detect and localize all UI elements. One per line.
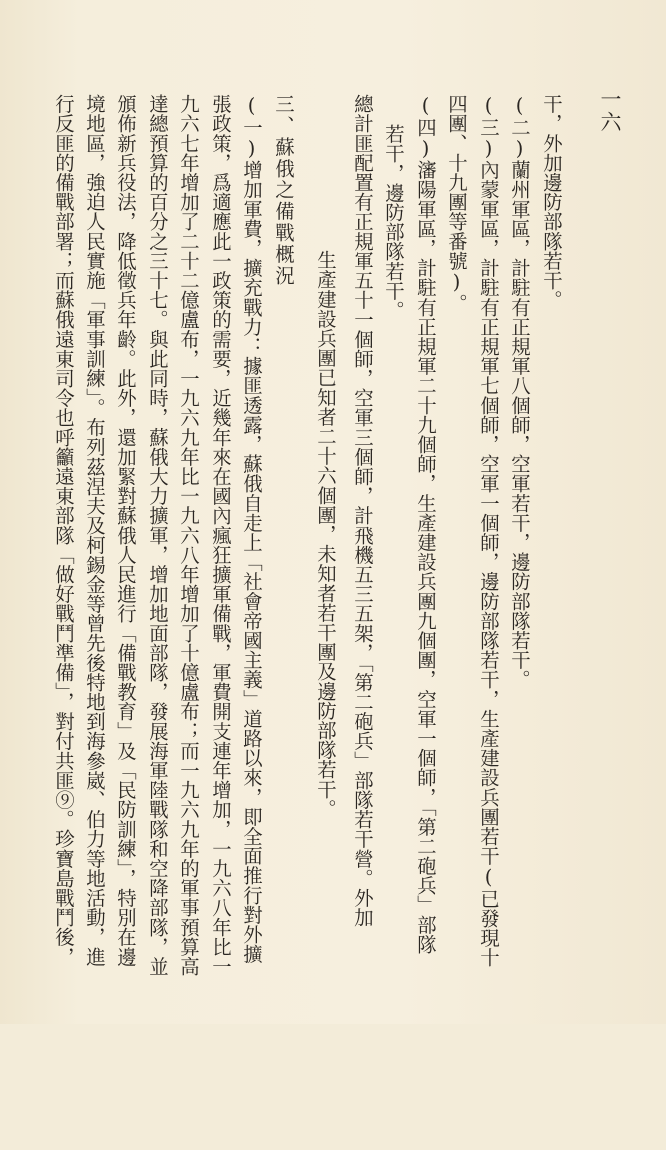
text-column: 總計匪配置有正規軍五十一個師，空軍三個師，計飛機五三五架，「第二砲兵」部隊若干營。外加 [351, 94, 374, 928]
text-column: 張政策，爲適應此一政策的需要，近幾年來在國內瘋狂擴軍備戰，軍費開支連年增加，一九六八年比一 [209, 94, 232, 976]
text-column: 生產建設兵團已知者二十六個團，未知者若干團及邊防部隊若干。 [314, 250, 337, 819]
text-column: 若干，邊防部隊若干。 [382, 124, 405, 320]
text-column: (四)瀋陽軍區，計駐有正規軍二十九個師，生產建設兵團九個團，空軍一個師，「第二砲兵」部隊 [414, 94, 437, 954]
text-column: 行反匪的備戰部署；而蘇俄遠東司令也呼籲遠東部隊「做好戰鬥準備」，對付共匪⑨。珍寶島戰鬥後， [52, 94, 75, 967]
section-heading: 三、蘇俄之備戰概況 [272, 94, 295, 287]
text-column: 干，外加邊防部隊若干。 [540, 94, 563, 310]
text-column: (二)蘭州軍區，計駐有正規軍八個師，空軍若干，邊防部隊若干。 [508, 94, 531, 690]
text-column: 境地區，強迫人民實施「軍事訓練」。布列茲涅夫及柯錫金等曾先後特地到海參崴、伯力等地活動，進 [83, 94, 106, 967]
page-number: 一六 [598, 88, 622, 134]
text-column: 頒佈新兵役法，降低徵兵年齡。此外，還加緊對蘇俄人民進行「備戰教育」及「民防訓練」，特別在邊 [114, 94, 137, 967]
text-column: 達總預算的百分之三十七。與此同時，蘇俄大力擴軍，增加地面部隊，發展海軍陸戰隊和空降部隊，並 [146, 94, 169, 976]
text-column: 四團、十九團等番號)。 [445, 94, 468, 314]
text-column: 九六七年增加了二十二億盧布，一九六九年比一九六八年增加了十億盧布；而一九六九年的軍事預算高 [177, 94, 200, 976]
text-column: (三)內蒙軍區，計駐有正規軍七個師，空軍一個師，邊防部隊若干，生產建設兵團若干(已發現十 [477, 94, 500, 968]
text-column: (一)增加軍費，擴充戰力：據匪透露，蘇俄自走上「社會帝國主義」道路以來，即全面推行對外擴 [240, 94, 263, 964]
